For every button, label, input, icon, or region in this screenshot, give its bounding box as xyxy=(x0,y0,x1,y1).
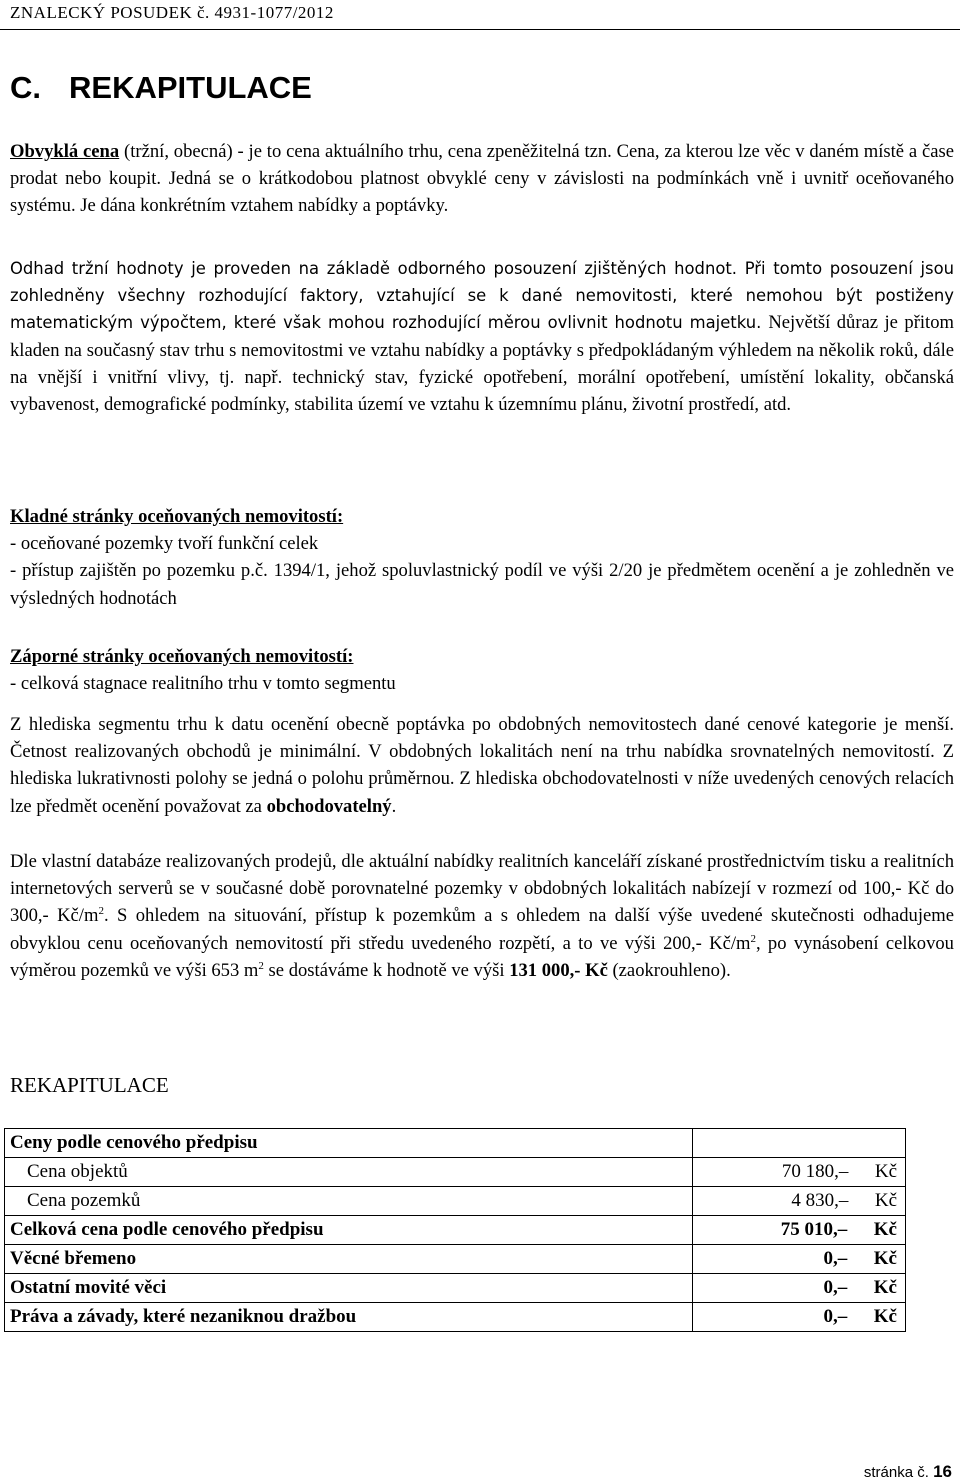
section-heading xyxy=(10,70,312,106)
hlediska-bold: obchodovatelný xyxy=(266,795,392,817)
section-letter: C. xyxy=(10,70,41,105)
kladne-item: - přístup zajištěn po pozemku p.č. 1394/1, jehož spoluvlastnický podíl ve výši 2/20 je předmětem ocenění a je zohledněn ve výsledných hodnotách xyxy=(10,560,954,609)
hlediska-text: Z hlediska segmentu trhu k datu ocenění obecně poptávka po obdobných nemovitostech dané cenové kategorie je menší. Četnost realizovaných obchodů je minimální. V obdobných lokalitách není na trhu nabídka srovnatelných nemovitostí. Z hlediska lukrativnosti polohy se jedná o polohu průměrnou. Z hlediska obchodovatelnosti v níže uvedených cenových relacích lze předmět ocenění považovat za xyxy=(10,714,954,817)
table-row xyxy=(5,1129,906,1158)
document-header: ZNALECKÝ POSUDEK č. 4931-1077/2012 xyxy=(10,3,334,22)
row-dash: – xyxy=(838,1190,849,1211)
row-value: 0, xyxy=(823,1306,838,1327)
obvykla-cena-term: Obvyklá cena xyxy=(10,141,120,162)
zaporne-item: - celková stagnace realitního trhu v tomto segmentu xyxy=(10,673,396,695)
table-row xyxy=(5,1158,906,1187)
footer-label: stránka č. xyxy=(863,1464,929,1481)
odhad-rest: Největší důraz je přitom kladen na současný stav trhu s nemovitostmi ve vztahu nabídky a poptávky s předpokládaným výhledem na několik roků, dále na vnější i vnitřní vlivy, tj. např. technický stav, fyzické opotřebení, morální opotřebení, umístění lokality, občanská vybavenost, demografické podmínky, stabilita území ve vztahu k územnímu plánu, životní prostředí, atd. xyxy=(10,312,954,416)
row-label: Celková cena podle cenového předpisu xyxy=(5,1216,693,1245)
obvykla-cena-paragraph xyxy=(10,138,954,220)
row-label: Práva a závady, které nezaniknou dražbou xyxy=(5,1303,693,1332)
hlediska-paragraph xyxy=(10,711,954,820)
row-unit: Kč xyxy=(873,1277,897,1298)
kladne-section xyxy=(10,503,954,612)
row-dash: – xyxy=(838,1161,849,1182)
row-unit: Kč xyxy=(874,1190,897,1211)
row-dash: – xyxy=(837,1277,848,1298)
row-label: Věcné břemeno xyxy=(5,1245,693,1274)
row-value-cell xyxy=(693,1274,906,1303)
table-row xyxy=(5,1245,906,1274)
databaze-part-4: se dostáváme k hodnotě ve výši xyxy=(263,959,510,981)
row-value: 75 010, xyxy=(780,1219,838,1240)
row-value-cell xyxy=(693,1303,906,1332)
row-dash: – xyxy=(837,1248,848,1269)
table-row xyxy=(5,1216,906,1245)
databaze-part-1: Dle vlastní databáze realizovaných prodejů, dle aktuální nabídky realitních kanceláří získané prostřednictvím tisku a realitních internetových serverů se v současné době porovnatelné pozemky v obdobných lokalitách nabízejí v rozmezí od 100,- Kč do 300,- Kč/m xyxy=(10,851,954,927)
zaporne-heading: Záporné stránky oceňovaných nemovitostí: xyxy=(10,646,354,667)
row-unit: Kč xyxy=(873,1248,897,1269)
page-number: 16 xyxy=(933,1462,952,1481)
page-footer xyxy=(864,1462,952,1482)
superscript: 2 xyxy=(98,905,104,918)
row-label: Ostatní movité věci xyxy=(5,1274,693,1303)
databaze-part-3: , po vynásobení celkovou výměrou pozemků ve výši 653 m xyxy=(10,932,954,981)
obvykla-cena-definition: (tržní, obecná) - je to cena aktuálního trhu, cena zpeněžitelná tzn. Cena, za kterou lze věc v daném místě a čase prodat nebo koupit. Jedná se o krátkodobou platnost obvyklé ceny v závislosti na podmínkách vně i uvnitř oceňovaného systému. Je dána konkrétním vztahem nabídky a poptávky. xyxy=(10,141,955,217)
row-unit: Kč xyxy=(873,1219,897,1240)
row-value-cell xyxy=(693,1158,906,1187)
row-dash: – xyxy=(837,1219,848,1240)
row-value-cell xyxy=(693,1245,906,1274)
databaze-part-5: (zaokrouhleno). xyxy=(607,959,731,981)
rekapitulace-title: REKAPITULACE xyxy=(10,1073,169,1097)
row-unit: Kč xyxy=(874,1161,897,1182)
odhad-paragraph xyxy=(10,255,954,418)
row-dash: – xyxy=(837,1306,848,1327)
kladne-heading: Kladné stránky oceňovaných nemovitostí: xyxy=(10,506,344,527)
row-value: 0, xyxy=(823,1277,838,1298)
databaze-paragraph xyxy=(10,848,954,984)
row-value-cell xyxy=(693,1216,906,1245)
odhad-continuation: Při tomto posouzení jsou zohledněny všechny rozhodující faktory, vztahující se k dané nemovitosti, které nemohou být postiženy matematickým výpočtem, které však mohou rozhodující měrou ovlivnit hodnotu majetku. xyxy=(10,259,954,333)
header-divider xyxy=(0,29,960,30)
row-value: 70 180, xyxy=(781,1161,839,1182)
hlediska-end: . xyxy=(391,795,397,817)
table-row xyxy=(5,1303,906,1332)
row-label: Cena pozemků xyxy=(5,1187,693,1216)
rekapitulace-table xyxy=(4,1128,906,1332)
row-label: Cena objektů xyxy=(5,1158,693,1187)
table-row xyxy=(5,1187,906,1216)
kladne-item: - oceňované pozemky tvoří funkční celek xyxy=(10,533,319,555)
row-unit: Kč xyxy=(873,1306,897,1327)
row-value-cell xyxy=(693,1129,906,1158)
superscript: 2 xyxy=(258,959,264,972)
row-value-cell xyxy=(693,1187,906,1216)
final-value: 131 000,- Kč xyxy=(509,959,608,981)
odhad-first-line: Odhad tržní hodnoty je proveden na základě odborného posouzení zjištěných hodnot. xyxy=(10,259,738,278)
table-row xyxy=(5,1274,906,1303)
row-value: 0, xyxy=(823,1248,838,1269)
section-title: REKAPITULACE xyxy=(69,70,312,105)
databaze-part-2: . S ohledem na situování, přístup k pozemkům a s ohledem na další výše uvedené skutečnosti odhadujeme obvyklou cenu oceňovaných nemovitostí při středu uvedeného rozpětí, a to ve výši 200,- Kč/m xyxy=(10,905,954,954)
row-value: 4 830, xyxy=(791,1190,839,1211)
row-label: Ceny podle cenového předpisu xyxy=(5,1129,693,1158)
zaporne-section xyxy=(10,643,954,697)
superscript: 2 xyxy=(750,932,756,945)
